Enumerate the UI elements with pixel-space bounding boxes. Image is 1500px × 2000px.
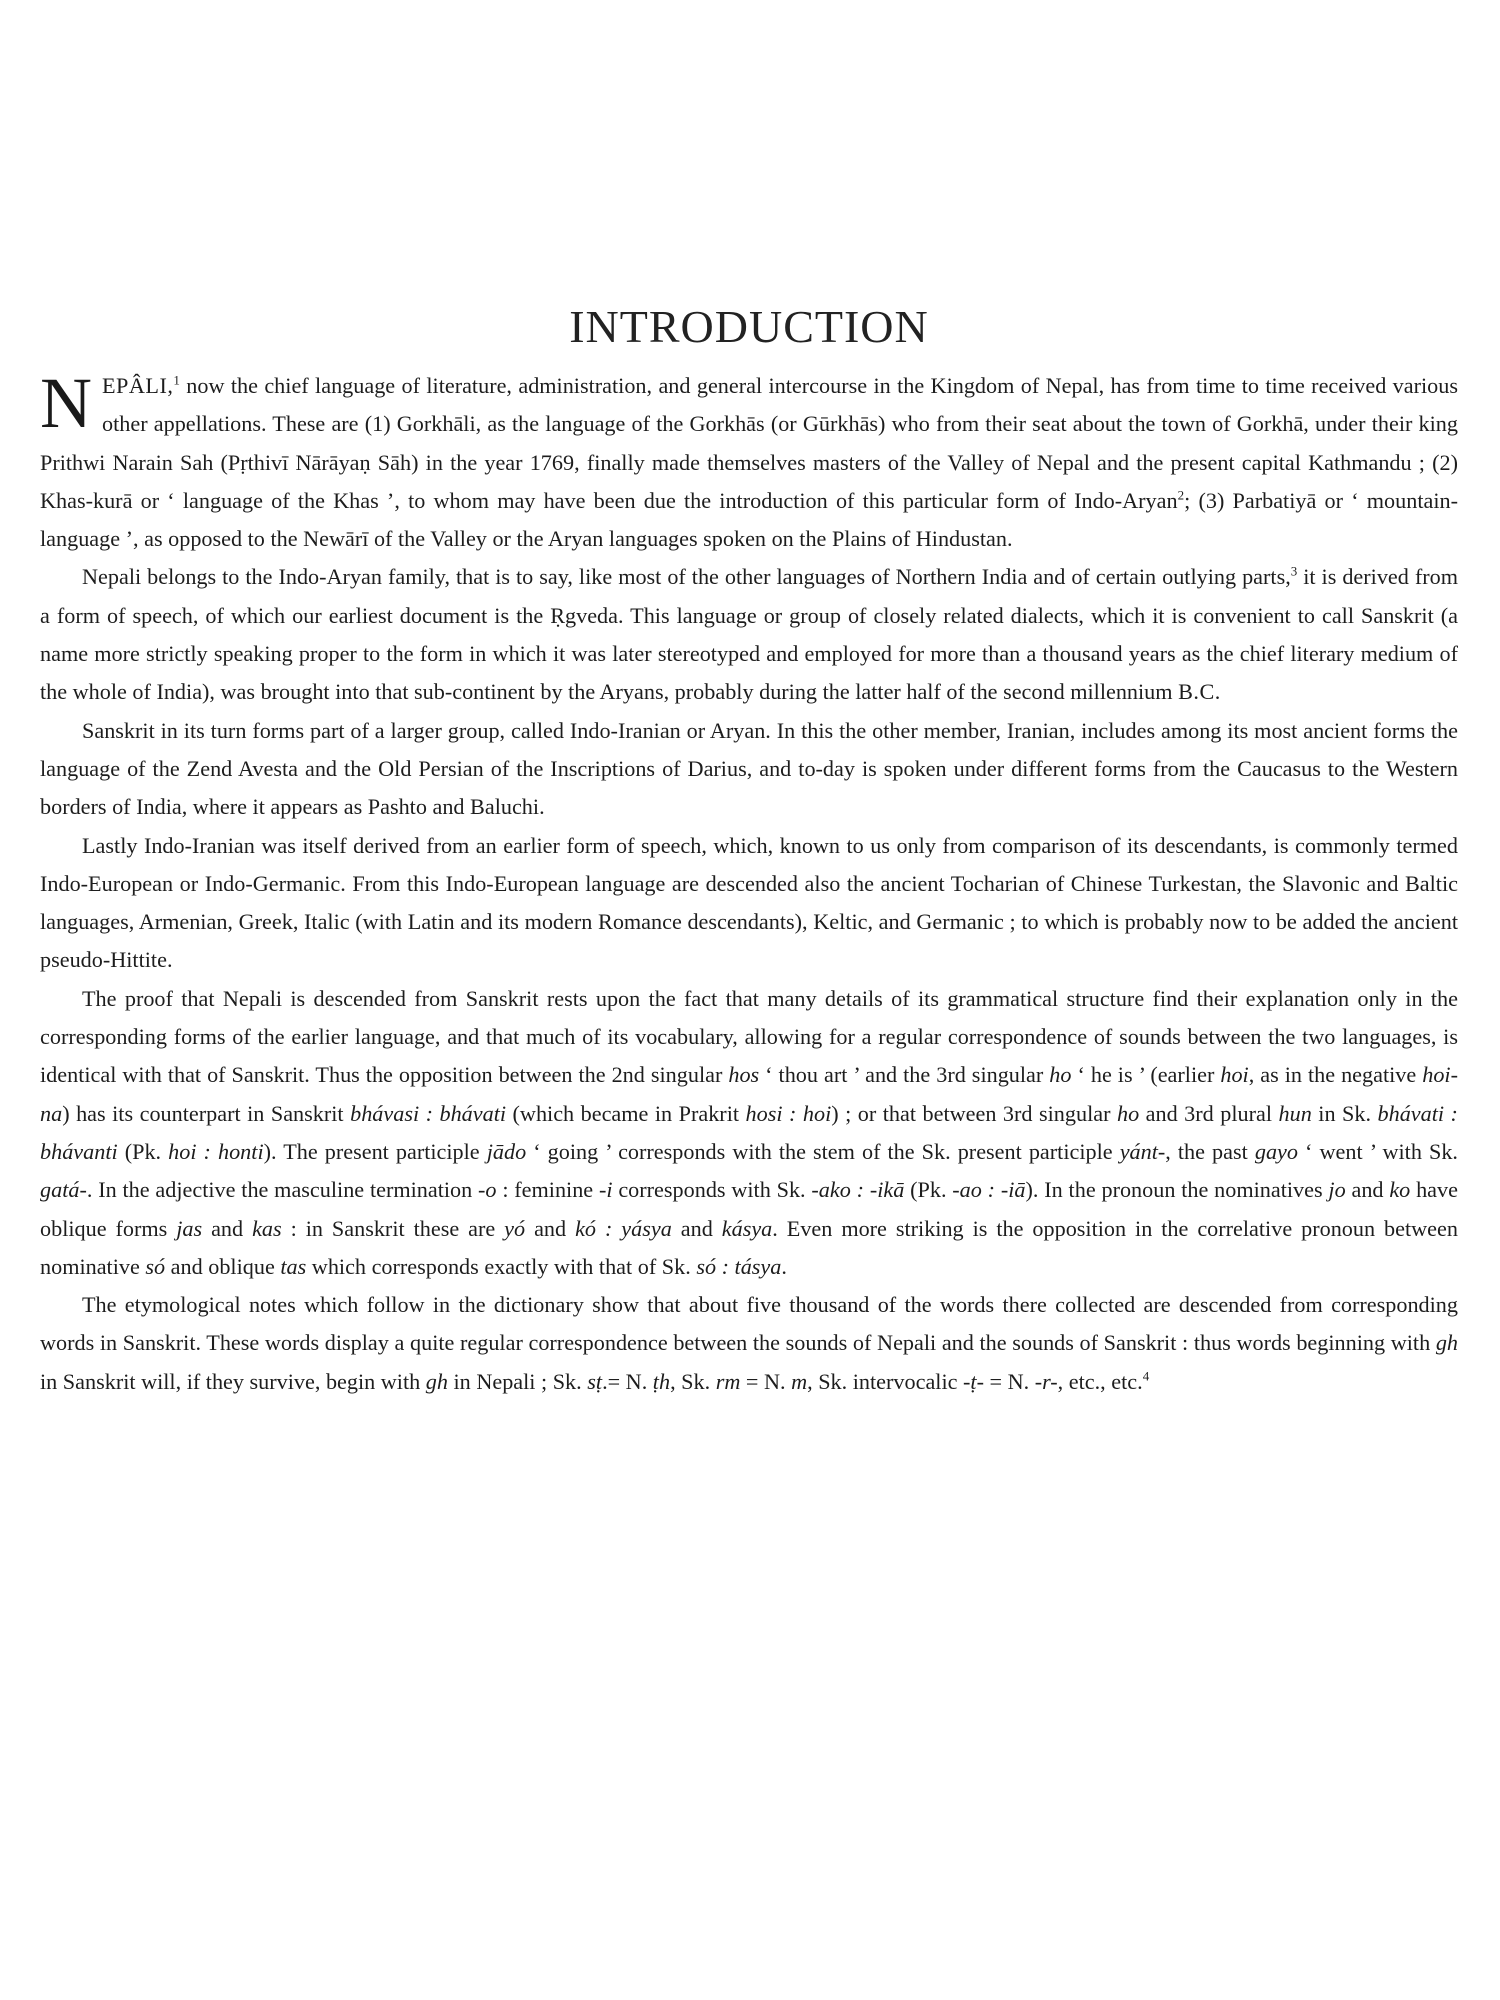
- italic-term: -r-: [1034, 1368, 1058, 1394]
- italic-term: jādo: [486, 1138, 527, 1164]
- italic-term: gh: [1435, 1330, 1458, 1356]
- paragraph-text: and: [1345, 1177, 1390, 1203]
- italic-term: só: [145, 1253, 166, 1279]
- footnote-ref-2: 2: [1177, 487, 1185, 503]
- italic-term: -i: [598, 1177, 613, 1203]
- paragraph-text: , as in the negative: [1248, 1062, 1423, 1088]
- paragraph-text: ) has its counterpart in Sanskrit: [62, 1100, 351, 1126]
- italic-term: kas: [252, 1215, 282, 1241]
- paragraph-text: and: [671, 1215, 722, 1241]
- italic-term: hoi-na: [40, 1062, 1458, 1126]
- paragraph-6: [40, 1286, 1458, 1401]
- paragraph-text: = N.: [983, 1368, 1035, 1394]
- paragraph-text: . Even more striking is the opposition in the correlative pronoun between nominative: [40, 1215, 1458, 1279]
- italic-term: kó : yásya: [575, 1215, 672, 1241]
- italic-term: ho: [1049, 1062, 1072, 1088]
- footnote-ref-3: 3: [1290, 564, 1298, 580]
- paragraph-text: , Sk.: [670, 1368, 716, 1394]
- italic-term: ṭh: [652, 1368, 671, 1394]
- paragraph-text: ‘ he is ’ (earlier: [1071, 1062, 1221, 1088]
- italic-term: hosi : hoi: [745, 1100, 832, 1126]
- paragraph-text: in Nepali ; Sk.: [447, 1368, 588, 1394]
- paragraph-text: in Sk.: [1311, 1100, 1378, 1126]
- paragraph-text: ). The present participle: [263, 1138, 487, 1164]
- italic-term: rm: [715, 1368, 741, 1394]
- paragraph-5: [40, 980, 1458, 1286]
- italic-term: gayo: [1254, 1138, 1298, 1164]
- italic-term: kásya: [721, 1215, 773, 1241]
- italic-term: tas: [280, 1253, 307, 1279]
- paragraph-text: ) ; or that between 3rd singular: [831, 1100, 1117, 1126]
- paragraph-text: (Pk.: [117, 1138, 169, 1164]
- paragraph-text: .= N.: [602, 1368, 653, 1394]
- paragraph-text: , etc., etc.: [1057, 1368, 1143, 1394]
- footnote-ref-1: 1: [173, 372, 180, 388]
- italic-term: ho: [1116, 1100, 1140, 1126]
- italic-term: hun: [1278, 1100, 1312, 1126]
- italic-term: hos: [728, 1062, 760, 1088]
- italic-term: bhávasi : bhávati: [350, 1100, 507, 1126]
- paragraph-text: (which became in Prakrit: [506, 1100, 746, 1126]
- italic-term: bhávati : bhávanti: [40, 1100, 1458, 1164]
- drop-cap: N: [40, 363, 92, 443]
- italic-term: yánt-: [1119, 1138, 1166, 1164]
- italic-term: gh: [425, 1368, 448, 1394]
- footnote-ref-4: 4: [1142, 1368, 1150, 1384]
- italic-term: hoi : honti: [168, 1138, 264, 1164]
- paragraph-text: The proof that Nepali is descended from Sanskrit rests upon the fact that many details of its grammatical structure find their explanation only in the corresponding forms of the earlier language, and that much of its vocabulary, allowing for a regular correspondence of sounds between the two languages, is identical with that of Sanskrit. Thus the opposition between the 2nd singular: [40, 985, 1458, 1088]
- paragraph-text: ‘ going ’ corresponds with the stem of the Sk. present participle: [526, 1138, 1120, 1164]
- paragraph-text: and oblique: [165, 1253, 281, 1279]
- paragraph-text: (Pk.: [904, 1177, 953, 1203]
- document-page: [40, 300, 1458, 1401]
- paragraph-text: = N.: [740, 1368, 792, 1394]
- paragraph-text: ‘ went ’ with Sk.: [1298, 1138, 1458, 1164]
- paragraph-1: [40, 363, 1458, 558]
- italic-term: hoi: [1220, 1062, 1249, 1088]
- italic-term: -ao : -iā: [952, 1177, 1026, 1203]
- italic-term: jo: [1328, 1177, 1346, 1203]
- italic-term: m: [791, 1368, 808, 1394]
- paragraph-text: : in Sanskrit these are: [281, 1215, 505, 1241]
- paragraph-text: and: [525, 1215, 576, 1241]
- lead-word: EPÂLI,: [102, 373, 174, 398]
- paragraph-text: Nepali belongs to the Indo-Aryan family, that is to say, like most of the other languages of Northern India and of certain outlying parts,: [82, 564, 1291, 590]
- paragraph-3: Sanskrit in its turn forms part of a larger group, called Indo-Iranian or Aryan. In this the other member, Iranian, includes among its most ancient forms the language of the Zend Avesta and the Old Persian of the Inscriptions of Darius, and to-day is spoken under different forms from the Caucasus to the Western borders of India, where it appears as Pashto and Baluchi.: [40, 717, 1458, 820]
- paragraph-text: and 3rd plural: [1139, 1100, 1279, 1126]
- italic-term: -ako : -ikā: [811, 1177, 905, 1203]
- italic-term: -ṭ-: [963, 1368, 984, 1394]
- italic-term: ko: [1389, 1177, 1411, 1203]
- page-title: INTRODUCTION: [569, 301, 929, 352]
- paragraph-text: The etymological notes which follow in the dictionary show that about five thousand of the words there collected are descended from corresponding words in Sanskrit. These words display a quite regular correspondence between the sounds of Nepali and the sounds of Sanskrit : thus words beginning with: [40, 1292, 1458, 1356]
- italic-term: sṭ: [587, 1368, 603, 1394]
- paragraph-text: now the chief language of literature, administration, and general intercourse in the Kingdom of Nepal, has from time to time received various other appellations. These are (1) Gorkhāli, as the language of the Gorkhās (or Gūrkhās) who from their seat about the town of Gorkhā, under their king Prithwi Narain Sah (Pṛthivī Nārāyaṇ Sāh) in the year 1769, finally made themselves masters of the Valley of Nepal and the present capital Kathmandu ; (2) Khas-kurā or ‘ language of the Khas ’, to whom may have been due the introduction of this particular form of Indo-Aryan: [40, 373, 1458, 513]
- paragraph-text: : feminine: [496, 1177, 599, 1203]
- paragraph-text: , Sk. intervocalic: [807, 1368, 964, 1394]
- italic-term: jas: [176, 1215, 203, 1241]
- paragraph-text: which corresponds exactly with that of Sk.: [306, 1253, 697, 1279]
- paragraph-text: , the past: [1165, 1138, 1255, 1164]
- paragraph-text: .: [781, 1253, 787, 1279]
- paragraph-text: in Sanskrit will, if they survive, begin with: [40, 1368, 426, 1394]
- paragraph-text: and: [202, 1215, 253, 1241]
- italic-term: só : tásya: [696, 1253, 782, 1279]
- paragraph-text: ). In the pronoun the nominatives: [1025, 1177, 1329, 1203]
- italic-term: -o: [478, 1177, 497, 1203]
- paragraph-4: Lastly Indo-Iranian was itself derived from an earlier form of speech, which, known to us only from comparison of its descendants, is commonly termed Indo-European or Indo-Germanic. From this Indo-European language are descended also the ancient Tocharian of Chinese Turkestan, the Slavonic and Baltic languages, Armenian, Greek, Italic (with Latin and its modern Romance descendants), Keltic, and Germanic ; to which is probably now to be added the ancient pseudo-Hittite.: [40, 832, 1458, 973]
- paragraph-text: have oblique forms: [40, 1177, 1458, 1241]
- paragraph-text: ‘ thou art ’ and the 3rd singular: [759, 1062, 1050, 1088]
- italic-term: gatá-: [40, 1177, 87, 1203]
- paragraph-text: . In the adjective the masculine termination: [86, 1177, 479, 1203]
- era-abbrev: B.C.: [1178, 679, 1221, 705]
- paragraph-text: ; (3) Parbatiyā or ‘ mountain-language ’, as opposed to the Newārī of the Valley or the Aryan languages spoken on the Plains of Hindustan.: [40, 487, 1458, 552]
- italic-term: yó: [504, 1215, 526, 1241]
- paragraph-2: [40, 558, 1458, 711]
- paragraph-text: corresponds with Sk.: [612, 1177, 812, 1203]
- paragraph-text: it is derived from a form of speech, of which our earliest document is the Ṛgveda. This language or group of closely related dialects, which it is convenient to call Sanskrit (a name more strictly speaking proper to the form in which it was later stereotyped and employed for more than a thousand years as the chief literary medium of the whole of India), was brought into that sub-continent by the Aryans, probably during the latter half of the second millennium: [40, 564, 1458, 705]
